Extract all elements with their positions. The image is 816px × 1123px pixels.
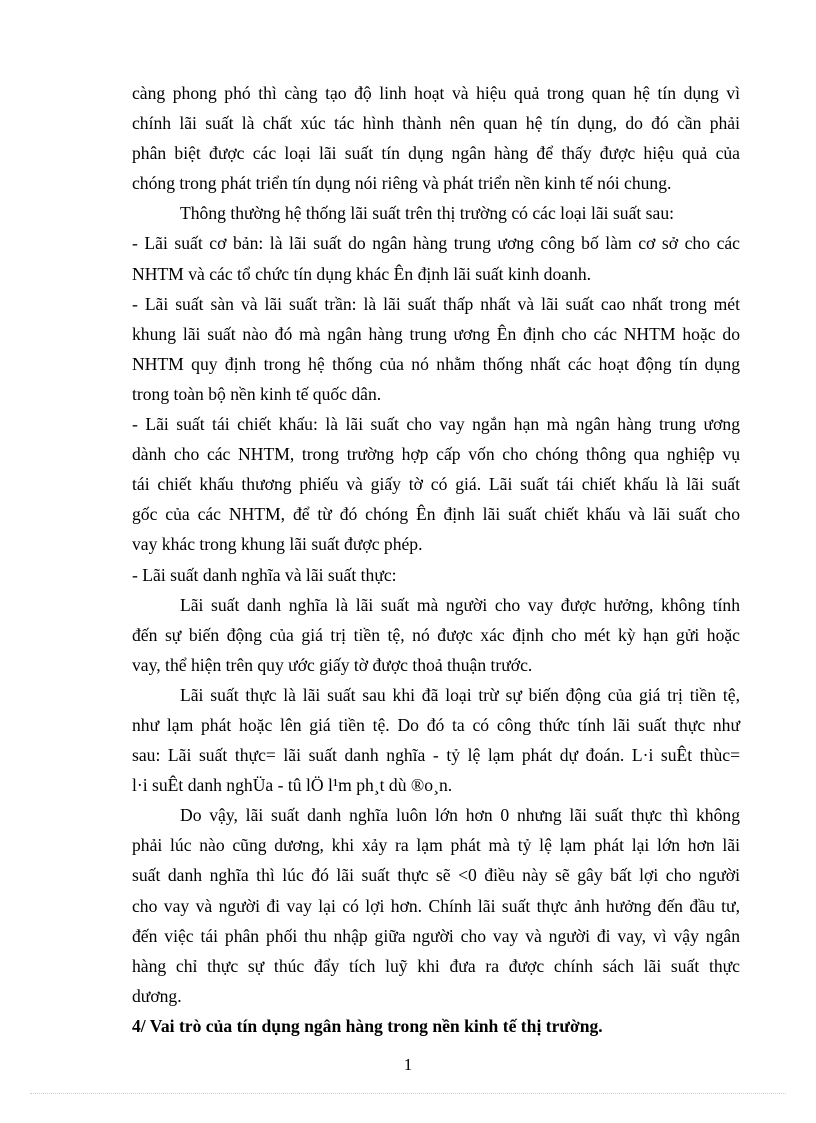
text-line: dành cho các NHTM, trong trường hợp cấp vốn cho chóng thông qua nghiệp vụ: [132, 444, 740, 465]
text-line: NHTM quy định trong hệ thống của nó nhằm thống nhất các hoạt động tín dụng: [132, 353, 740, 374]
text-line: tái chiết khấu thương phiếu và giấy tờ có giá. Lãi suất tái chiết khấu là lãi suất: [132, 474, 740, 495]
text-line: Do vậy, lãi suất danh nghĩa luôn lớn hơn 0 nhưng lãi suất thực thì không: [180, 805, 740, 826]
text-line: Lãi suất thực là lãi suất sau khi đã loại trừ sự biến động của giá trị tiền tệ,: [180, 684, 740, 705]
text-line: đến sự biến động của giá trị tiền tệ, nó được xác định cho mét kỳ hạn gửi hoặc: [132, 624, 740, 645]
text-line: phân biệt được các loại lãi suất tín dụng ngân hàng để thấy được hiệu quả của: [132, 143, 740, 164]
text-line: càng phong phó thì càng tạo độ linh hoạt và hiệu quả trong quan hệ tín dụng vì: [132, 83, 740, 103]
page-number: 1: [403, 1055, 413, 1074]
text-line: chính lãi suất là chất xúc tác hình thành nên quan hệ tín dụng, do đó cần phải: [132, 113, 740, 134]
text-line: - Lãi suất cơ bản: là lãi suất do ngân hàng trung ương công bố làm cơ sở cho các: [132, 233, 740, 254]
text-line: NHTM và các tổ chức tín dụng khác Ên định lãi suất kinh doanh.: [132, 263, 592, 284]
text-line: phải lúc nào cũng dương, khi xảy ra lạm phát mà tỷ lệ lạm phát lại lớn hơn lãi: [132, 835, 740, 856]
text-line: chóng trong phát triển tín dụng nói riêng và phát triển nền kinh tế nói chung.: [132, 173, 672, 194]
text-line: như lạm phát hoặc lên giá tiền tệ. Do đó ta có công thức tính lãi suất thực như: [132, 714, 740, 735]
text-line: Lãi suất danh nghĩa là lãi suất mà người cho vay được hưởng, không tính: [180, 594, 740, 615]
text-line: khung lãi suất nào đó mà ngân hàng trung ương Ên định cho các NHTM hoặc do: [132, 323, 740, 344]
page-bottom-divider: [30, 1093, 786, 1094]
text-line: gốc của các NHTM, để từ đó chóng Ên định lãi suất chiết khấu và lãi suất cho: [132, 504, 740, 525]
text-line: - Lãi suất danh nghĩa và lãi suất thực:: [132, 564, 397, 585]
text-line: sau: Lãi suất thực= lãi suất danh nghĩa - tỷ lệ lạm phát dự đoán. L·i suÊt thùc=: [132, 745, 740, 766]
text-line: hàng chỉ thực sự thúc đẩy tích luỹ khi đưa ra được chính sách lãi suất thực: [132, 955, 740, 976]
text-line: vay, thể hiện trên quy ước giấy tờ được thoả thuận trước.: [132, 654, 533, 675]
text-line: Thông thường hệ thống lãi suất trên thị trường có các loại lãi suất sau:: [180, 203, 675, 224]
body-text: [132, 78, 740, 1041]
text-line: dương.: [132, 985, 182, 1006]
text-line: cho vay và người đi vay lại có lợi hơn. Chính lãi suất thực ảnh hưởng đến đầu tư,: [132, 895, 740, 916]
section-heading: 4/ Vai trò của tín dụng ngân hàng trong nền kinh tế thị trường.: [132, 1015, 603, 1036]
text-line: - Lãi suất sàn và lãi suất trần: là lãi suất thấp nhất và lãi suất cao nhất trong mét: [132, 293, 740, 314]
text-line: vay khác trong khung lãi suất được phép.: [132, 534, 423, 555]
text-line: trong toàn bộ nền kinh tế quốc dân.: [132, 383, 382, 404]
text-line: - Lãi suất tái chiết khấu: là lãi suất cho vay ngắn hạn mà ngân hàng trung ương: [132, 414, 740, 435]
text-line: suất danh nghĩa thì lúc đó lãi suất thực sẽ <0 điều này sẽ gây bất lợi cho người: [132, 865, 740, 886]
text-line: đến việc tái phân phối thu nhập giữa người cho vay và người đi vay, vì vậy ngân: [132, 925, 740, 946]
text-line: l·i suÊt danh nghÜa - tû lÖ l¹m ph¸t dù ®o¸n.: [132, 775, 453, 796]
